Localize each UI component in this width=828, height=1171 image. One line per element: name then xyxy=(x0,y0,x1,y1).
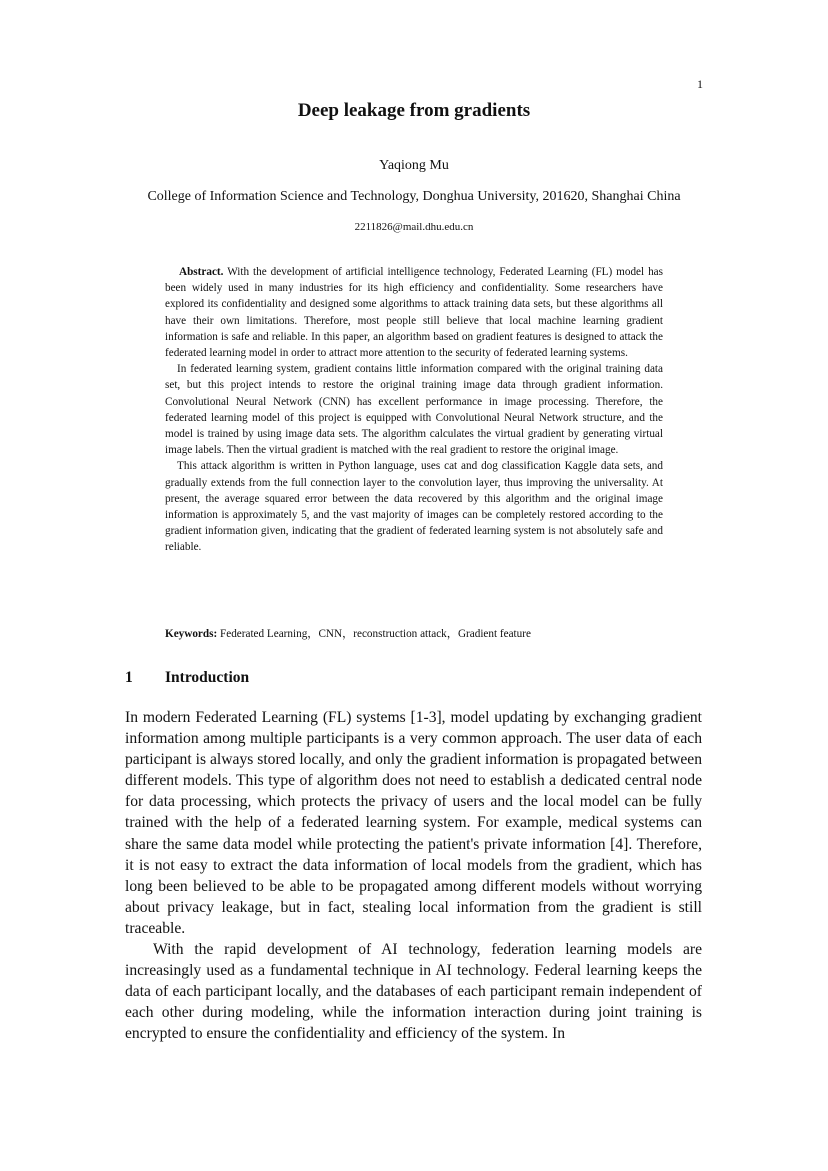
abstract-paragraph-1 xyxy=(165,264,663,361)
abstract xyxy=(165,264,663,556)
abstract-paragraph-1-text: With the development of artificial intelligence technology, Federated Learning (FL) model has been widely used in many industries for its high efficiency and confidentiality. Some researchers have explored its confidentiality and designed some algorithms to attack training data sets, but these algorithms all have their own limitations. Therefore, most people still believe that local machine learning gradient information is safe and reliable. In this paper, an algorithm based on gradient features is designed to attack the federated learning model in order to attract more attention to the security of federated learning systems. xyxy=(165,266,663,360)
author-name: Yaqiong Mu xyxy=(379,158,449,173)
abstract-paragraph-2: In federated learning system, gradient contains little information compared with the original training data set, but this project intends to restore the original training image data through gradient information. Convolutional Neural Network (CNN) has excellent performance in image processing. Therefore, the federated learning model of this project is equipped with Convolutional Neural Network structure, and the model is trained by using image data sets. The algorithm calculates the virtual gradient by generating virtual image labels. Then the virtual gradient is matched with the real gradient to restore the original image. xyxy=(165,363,663,457)
section-number: 1 xyxy=(125,669,133,686)
introduction-body xyxy=(125,707,702,1045)
abstract-paragraph-3: This attack algorithm is written in Python language, uses cat and dog classification Kaggle data sets, and gradually extends from the full connection layer to the convolution layer, thus improving the universality. At present, the average squared error between the data recovered by this algorithm and the original image information is approximately 5, and the vast majority of images can be completely restored according to the gradient information given, indicating that the gradient of federated learning system is not absolutely safe and reliable. xyxy=(165,460,663,554)
author-email: 2211826@mail.dhu.edu.cn xyxy=(354,221,474,233)
author-affiliation: College of Information Science and Technology, Donghua University, 201620, Shanghai China xyxy=(147,189,681,204)
abstract-label: Abstract. xyxy=(179,266,224,278)
keywords-text: Federated Learning，CNN，reconstruction attack，Gradient feature xyxy=(220,628,531,640)
keywords-label: Keywords: xyxy=(165,628,218,640)
section-heading-introduction xyxy=(125,669,249,687)
paper-title: Deep leakage from gradients xyxy=(297,100,531,121)
section-title: Introduction xyxy=(165,669,250,686)
body-paragraph-2: With the rapid development of AI technology, federation learning models are increasingly used as a fundamental technique in AI technology. Federal learning keeps the data of each participant locally, and the databases of each participant remain independent of each other during modeling, while the information interaction during joint training is encrypted to ensure the confidentiality and efficiency of the system. In xyxy=(125,941,702,1043)
page-number: 1 xyxy=(697,77,703,91)
body-paragraph-1: In modern Federated Learning (FL) systems [1-3], model updating by exchanging gradient information among multiple participants is a very common approach. The user data of each participant is always stored locally, and only the gradient information is propagated between different models. This type of algorithm does not need to establish a dedicated central node for data processing, which protects the privacy of users and the local model can be fully trained with the help of a federated learning system. For example, medical systems can share the same data model while protecting the patient's private information [4]. Therefore, it is not easy to extract the data information of local models from the gradient, which has long been believed to be able to be propagated among different models without worrying about privacy leakage, but in fact, stealing local information from the gradient is still traceable. xyxy=(125,709,702,937)
keywords xyxy=(165,625,663,641)
